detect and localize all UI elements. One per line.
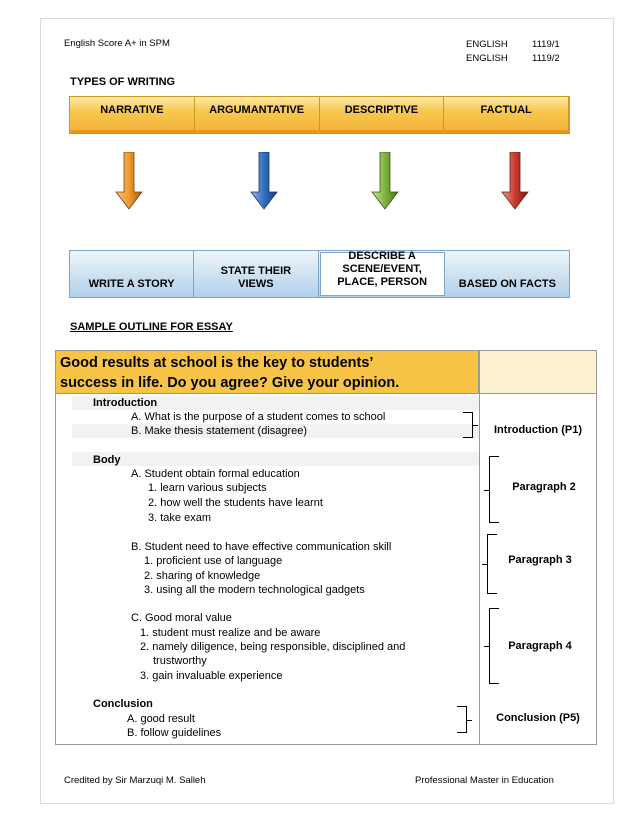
header-left: English Score A+ in SPM	[64, 38, 170, 49]
description-line: DESCRIBE A	[348, 250, 416, 262]
description-cell	[70, 251, 194, 297]
outline-line: 3. using all the modern technological gadgets	[144, 584, 365, 596]
outline-heading: Body	[93, 454, 121, 466]
question-side-cell	[479, 350, 597, 394]
header-subject: ENGLISH	[466, 53, 508, 64]
paragraph-label: Paragraph 2	[512, 481, 576, 493]
paragraph-label: Paragraph 3	[508, 554, 572, 566]
header-row	[466, 38, 560, 52]
description-line: STATE THEIR	[220, 265, 292, 277]
type-cell: NARRATIVE	[70, 97, 195, 133]
outline-line: A. What is the purpose of a student comes to school	[131, 411, 386, 423]
outline-line: 1. student must realize and be aware	[140, 627, 321, 639]
column-divider	[479, 394, 480, 745]
outline-line: 3. take exam	[148, 512, 211, 524]
description-cell	[320, 252, 445, 296]
essay-question	[55, 350, 479, 394]
footer-left: Credited by Sir Marzuqi M. Salleh	[64, 775, 206, 786]
paragraph-label: Conclusion (P5)	[496, 712, 580, 724]
outline-line: C. Good moral value	[131, 612, 232, 624]
paragraph-label: Paragraph 4	[508, 640, 572, 652]
outline-line: trustworthy	[153, 655, 207, 667]
description-line: PLACE, PERSON	[337, 276, 428, 288]
outline-line: A. good result	[127, 713, 195, 725]
type-cell: DESCRIPTIVE	[320, 97, 445, 133]
type-cell: ARGUMANTATIVE	[195, 97, 320, 133]
description-line: BASED ON FACTS	[458, 278, 556, 290]
header-right	[466, 38, 560, 66]
outline-line: B. Student need to have effective communication skill	[131, 541, 392, 553]
outline-line: B. follow guidelines	[127, 727, 222, 739]
descriptions-row	[69, 250, 570, 298]
essay-question-line: success in life. Do you agree? Give your opinion.	[60, 375, 400, 391]
outline-line: 2. how well the students have learnt	[148, 497, 323, 509]
outline-line: 2. namely diligence, being responsible, disciplined and	[140, 641, 406, 653]
outline-line: B. Make thesis statement (disagree)	[131, 425, 308, 437]
outline-line: 1. proficient use of language	[144, 555, 283, 567]
outline-heading: Conclusion	[93, 698, 153, 710]
header-row	[466, 52, 560, 66]
footer-right: Professional Master in Education	[415, 775, 554, 786]
down-arrow-icon	[250, 152, 278, 210]
outline-line: 3. gain invaluable experience	[140, 670, 283, 682]
down-arrow-icon	[501, 152, 529, 210]
types-underline	[70, 130, 569, 133]
outline-heading: Introduction	[93, 397, 158, 409]
header-code: 1119/2	[532, 53, 560, 64]
paragraph-label: Introduction (P1)	[494, 424, 582, 436]
description-line: SCENE/EVENT,	[342, 263, 422, 275]
outline-line: A. Student obtain formal education	[131, 468, 300, 480]
types-row	[69, 96, 570, 134]
type-cell: FACTUAL	[444, 97, 569, 133]
description-line: WRITE A STORY	[88, 278, 175, 290]
down-arrow-icon	[371, 152, 399, 210]
description-cell	[194, 251, 318, 297]
outline-line: 2. sharing of knowledge	[144, 570, 261, 582]
right-bracket	[463, 412, 473, 438]
header-subject: ENGLISH	[466, 39, 508, 50]
outline-line: 1. learn various subjects	[148, 482, 267, 494]
outline-title: SAMPLE OUTLINE FOR ESSAY	[70, 321, 233, 333]
description-line: VIEWS	[238, 278, 274, 290]
types-title: TYPES OF WRITING	[70, 76, 176, 88]
description-cell	[446, 251, 569, 297]
essay-question-line: Good results at school is the key to students’	[60, 355, 374, 371]
header-code: 1119/1	[532, 39, 560, 50]
right-bracket	[457, 706, 467, 733]
down-arrow-icon	[115, 152, 143, 210]
row-stripe	[72, 452, 479, 466]
